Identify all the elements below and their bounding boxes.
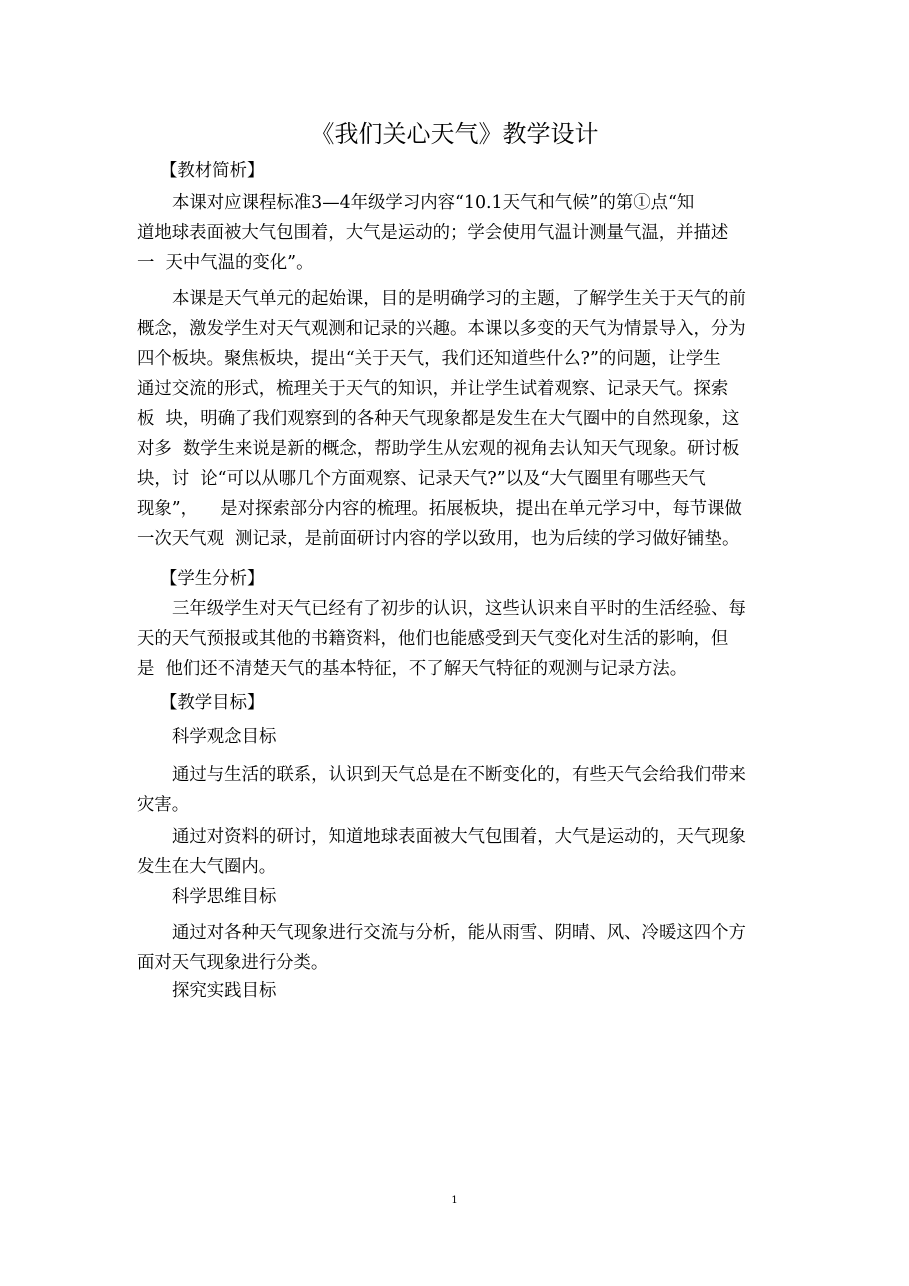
paragraph-line: 灾害。	[137, 795, 190, 815]
paragraph-line: 本课对应课程标准3—4年级学习内容“10.1天气和气候”的第①点“知	[172, 193, 695, 213]
paragraph-line: 是 他们还不清楚天气的基本特征，不了解天气特征的观测与记录方法。	[137, 659, 688, 679]
paragraph-line: 现象”， 是对探索部分内容的梳理。拓展板块，提出在单元学习中，每节课做	[137, 499, 742, 519]
subheading-thinking: 科学思维目标	[172, 887, 277, 907]
paragraph-line: 通过对各种天气现象进行交流与分析，能从雨雪、阴晴、风、冷暖这四个方	[172, 923, 746, 943]
paragraph-line: 四个板块。聚焦板块，提出“关于天气，我们还知道些什么?”的问题，让学生	[137, 349, 721, 369]
paragraph-line: 一 天中气温的变化”。	[137, 253, 314, 273]
paragraph-line: 三年级学生对天气已经有了初步的认识，这些认识来自平时的生活经验、每	[172, 599, 746, 619]
paragraph-line: 本课是天气单元的起始课，目的是明确学习的主题，了解学生关于天气的前	[172, 289, 746, 309]
document-title: 《我们关心天气》教学设计	[310, 120, 599, 148]
paragraph-line: 对多 数学生来说是新的概念，帮助学生从宏观的视角去认知天气现象。研讨板	[137, 439, 740, 459]
paragraph-line: 通过与生活的联系，认识到天气总是在不断变化的，有些天气会给我们带来	[172, 765, 746, 785]
subheading-concept: 科学观念目标	[172, 727, 277, 747]
paragraph-line: 发生在大气圈内。	[137, 857, 277, 877]
paragraph-line: 概念，激发学生对天气观测和记录的兴趣。本课以多变的天气为情景导入，分为	[137, 319, 746, 339]
paragraph-line: 面对天气现象进行分类。	[137, 953, 329, 973]
section-heading-student: 【学生分析】	[160, 569, 265, 589]
section-heading-goals: 【教学目标】	[160, 693, 265, 713]
paragraph-line: 一次天气观 测记录，是前面研讨内容的学以致用，也为后续的学习做好铺垫。	[137, 529, 740, 549]
section-heading-textbook: 【教材简析】	[160, 161, 265, 181]
paragraph-line: 通过交流的形式，梳理关于天气的知识，并让学生试着观察、记录天气。探索	[137, 379, 729, 399]
paragraph-line: 通过对资料的研讨，知道地球表面被大气包围着，大气是运动的，天气现象	[172, 827, 746, 847]
paragraph-line: 天的天气预报或其他的书籍资料，他们也能感受到天气变化对生活的影响，但	[137, 629, 729, 649]
subheading-practice: 探究实践目标	[172, 981, 277, 1001]
paragraph-line: 道地球表面被大气包围着，大气是运动的；学会使用气温计测量气温，并描述	[137, 223, 729, 243]
paragraph-line: 块，讨 论“可以从哪几个方面观察、记录天气?”以及“大气圈里有哪些天气	[137, 469, 706, 489]
paragraph-line: 板 块，明确了我们观察到的各种天气现象都是发生在大气圈中的自然现象，这	[137, 409, 740, 429]
page-number: 1	[451, 1195, 458, 1206]
